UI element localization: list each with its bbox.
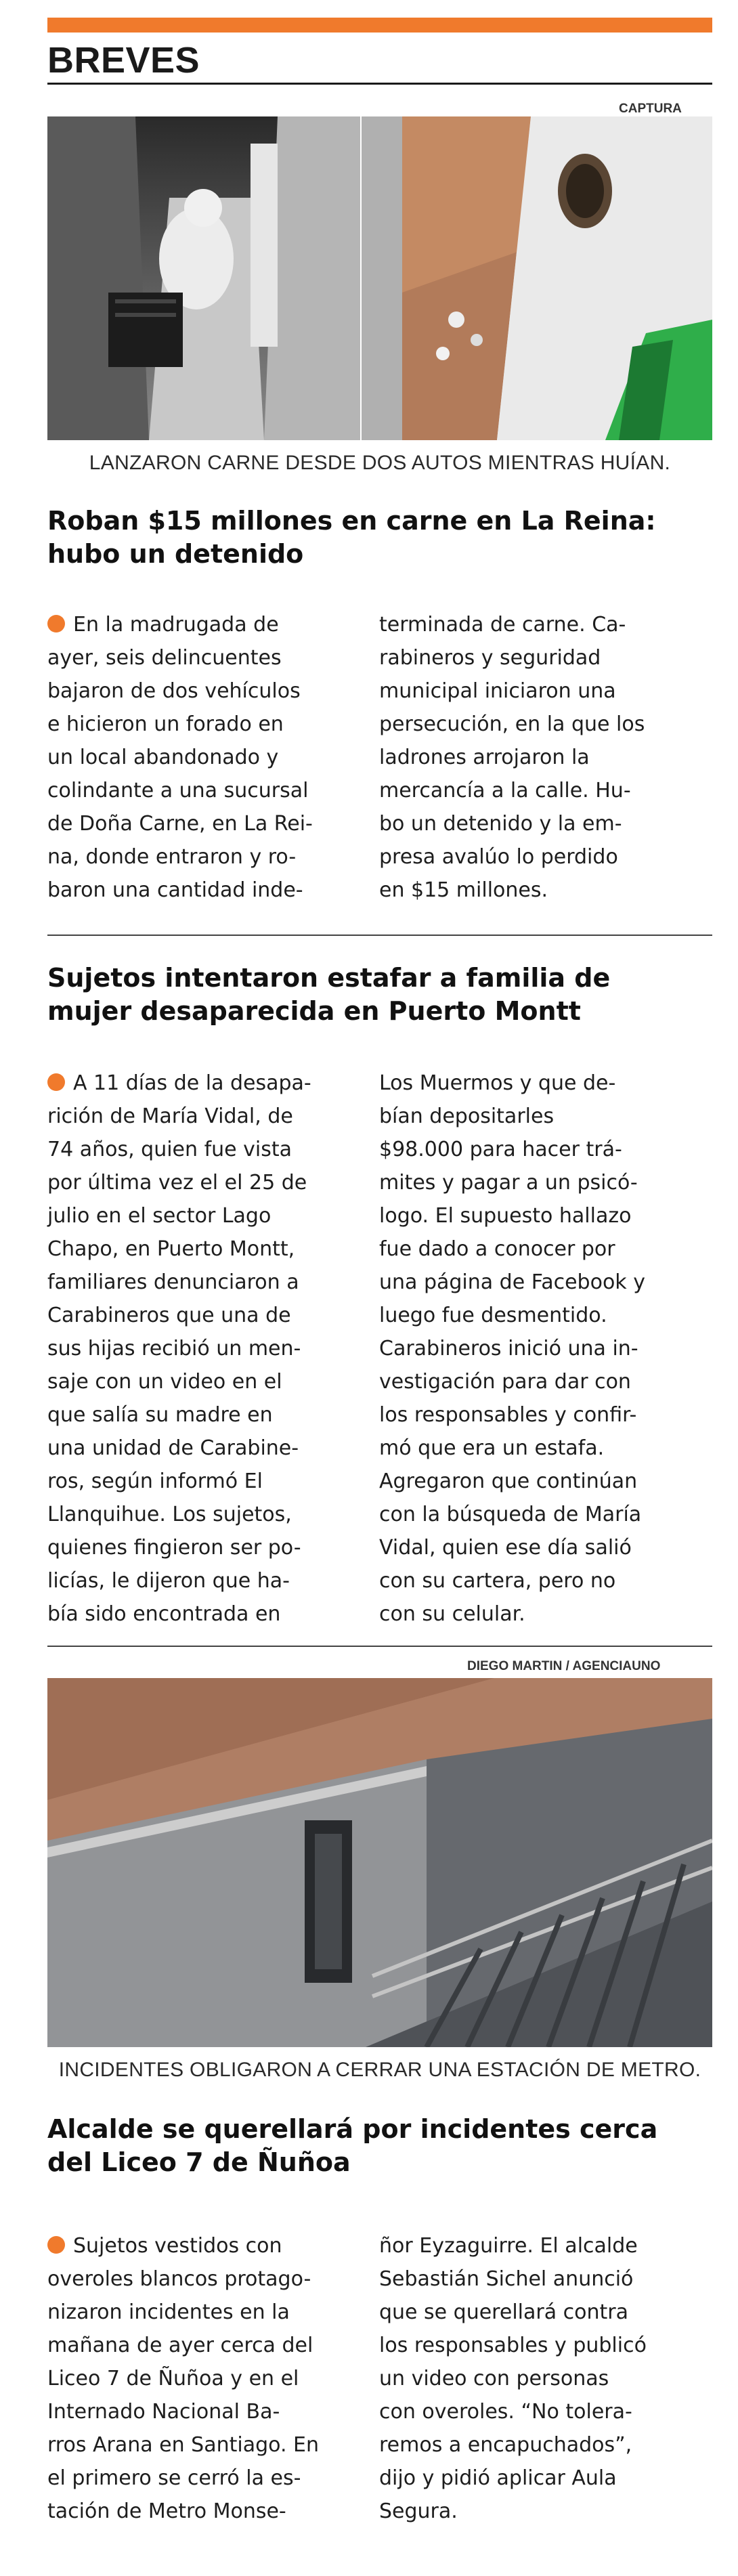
photo-metro-station [47, 1678, 712, 2047]
story2-column-2: Los Muermos y que de- bían depositarles $98.000 para hacer trá- mites y pagar a un psicó- logo. El supuesto hallazo fue dado a conocer por una página de Facebook y luego fue desmentido. Carabineros inició una in- vestigación para dar con los responsables y confir- mó que era un estafa. Agregaron que continúan con la búsqueda de María Vidal, quien ese día salió con su cartera, pero no con su celular. [379, 1071, 645, 1626]
headline-1-line1: Roban $15 millones en carne en La Reina: [47, 506, 656, 536]
bullet-dot-icon [47, 1073, 65, 1091]
wall-image [362, 116, 712, 440]
top-accent-bar [47, 18, 712, 33]
photo-credit-2: DIEGO MARTIN / AGENCIAUNO [467, 1659, 661, 1673]
divider-1 [47, 935, 712, 936]
story3-column-2: ñor Eyzaguirre. El alcalde Sebastián Sichel anunció que se querellará contra los responsables y publicó un video con personas con overoles. “No tolera- remos a encapuchados”, dijo y pidió aplicar Aula Segura. [379, 2234, 647, 2523]
story3-column-1 [47, 2229, 352, 2528]
photo-cctv-corridor [47, 116, 360, 440]
bullet-dot-icon [47, 2236, 65, 2254]
photo-caption-2: INCIDENTES OBLIGARON A CERRAR UNA ESTACIÓN DE METRO. [58, 2059, 701, 2081]
story1-column-2: terminada de carne. Ca- rabineros y seguridad municipal iniciaron una persecución, en la que los ladrones arrojaron la mercancía a la calle. Hu- bo un detenido y la em- presa avalúo lo perdido en $15 millones. [379, 613, 645, 902]
story1-col1-text: En la madrugada de ayer, seis delincuentes bajaron de dos vehículos e hicieron un forado en un local abandonado y colindante a una sucursal de Doña Carne, en La Rei- na, donde entraron y ro- baron una cantidad inde- [47, 613, 313, 902]
story3-col1-text: Sujetos vestidos con overoles blancos protago- nizaron incidentes en la mañana de ayer cerca del Liceo 7 de Ñuñoa y en el Internado Nacional Ba- rros Arana en Santiago. En el primero se cerró la es- tación de Metro Monse- [47, 2234, 320, 2523]
story2-column-1 [47, 1067, 352, 1631]
photo-wall-hole [362, 116, 712, 440]
headline-2-line1: Sujetos intentaron estafar a familia de [47, 963, 611, 993]
headline-2 [47, 962, 712, 1028]
headline-3-line2: del Liceo 7 de Ñuñoa [47, 2147, 351, 2177]
section-rule [47, 83, 712, 85]
headline-2-line2: mujer desaparecida en Puerto Montt [47, 996, 581, 1026]
headline-1 [47, 505, 712, 571]
section-title: BREVES [47, 40, 200, 81]
divider-2 [47, 1646, 712, 1647]
photo-credit-1: CAPTURA [619, 102, 682, 116]
photo-caption-1: LANZARON CARNE DESDE DOS AUTOS MIENTRAS HUÍAN. [89, 452, 671, 474]
headline-1-line2: hubo un detenido [47, 539, 304, 569]
story1-column-1 [47, 608, 352, 907]
story2-col1-text: A 11 días de la desapa- rición de María Vidal, de 74 años, quien fue vista por última vez el el 25 de julio en el sector Lago Chapo, en Puerto Montt, familiares denunciaron a Carabineros que una de sus hijas recibió un men- saje con un video en el que salía su madre en una unidad de Carabine- ros, según informó El Llanquihue. Los sujetos, quienes fingieron ser po- licías, le dijeron que ha- bía sido encontrada en [47, 1071, 311, 1626]
bullet-dot-icon [47, 615, 65, 632]
headline-3 [47, 2113, 712, 2179]
headline-3-line1: Alcalde se querellará por incidentes cerca [47, 2114, 658, 2144]
metro-image [47, 1678, 712, 2047]
cctv-image [47, 116, 360, 440]
